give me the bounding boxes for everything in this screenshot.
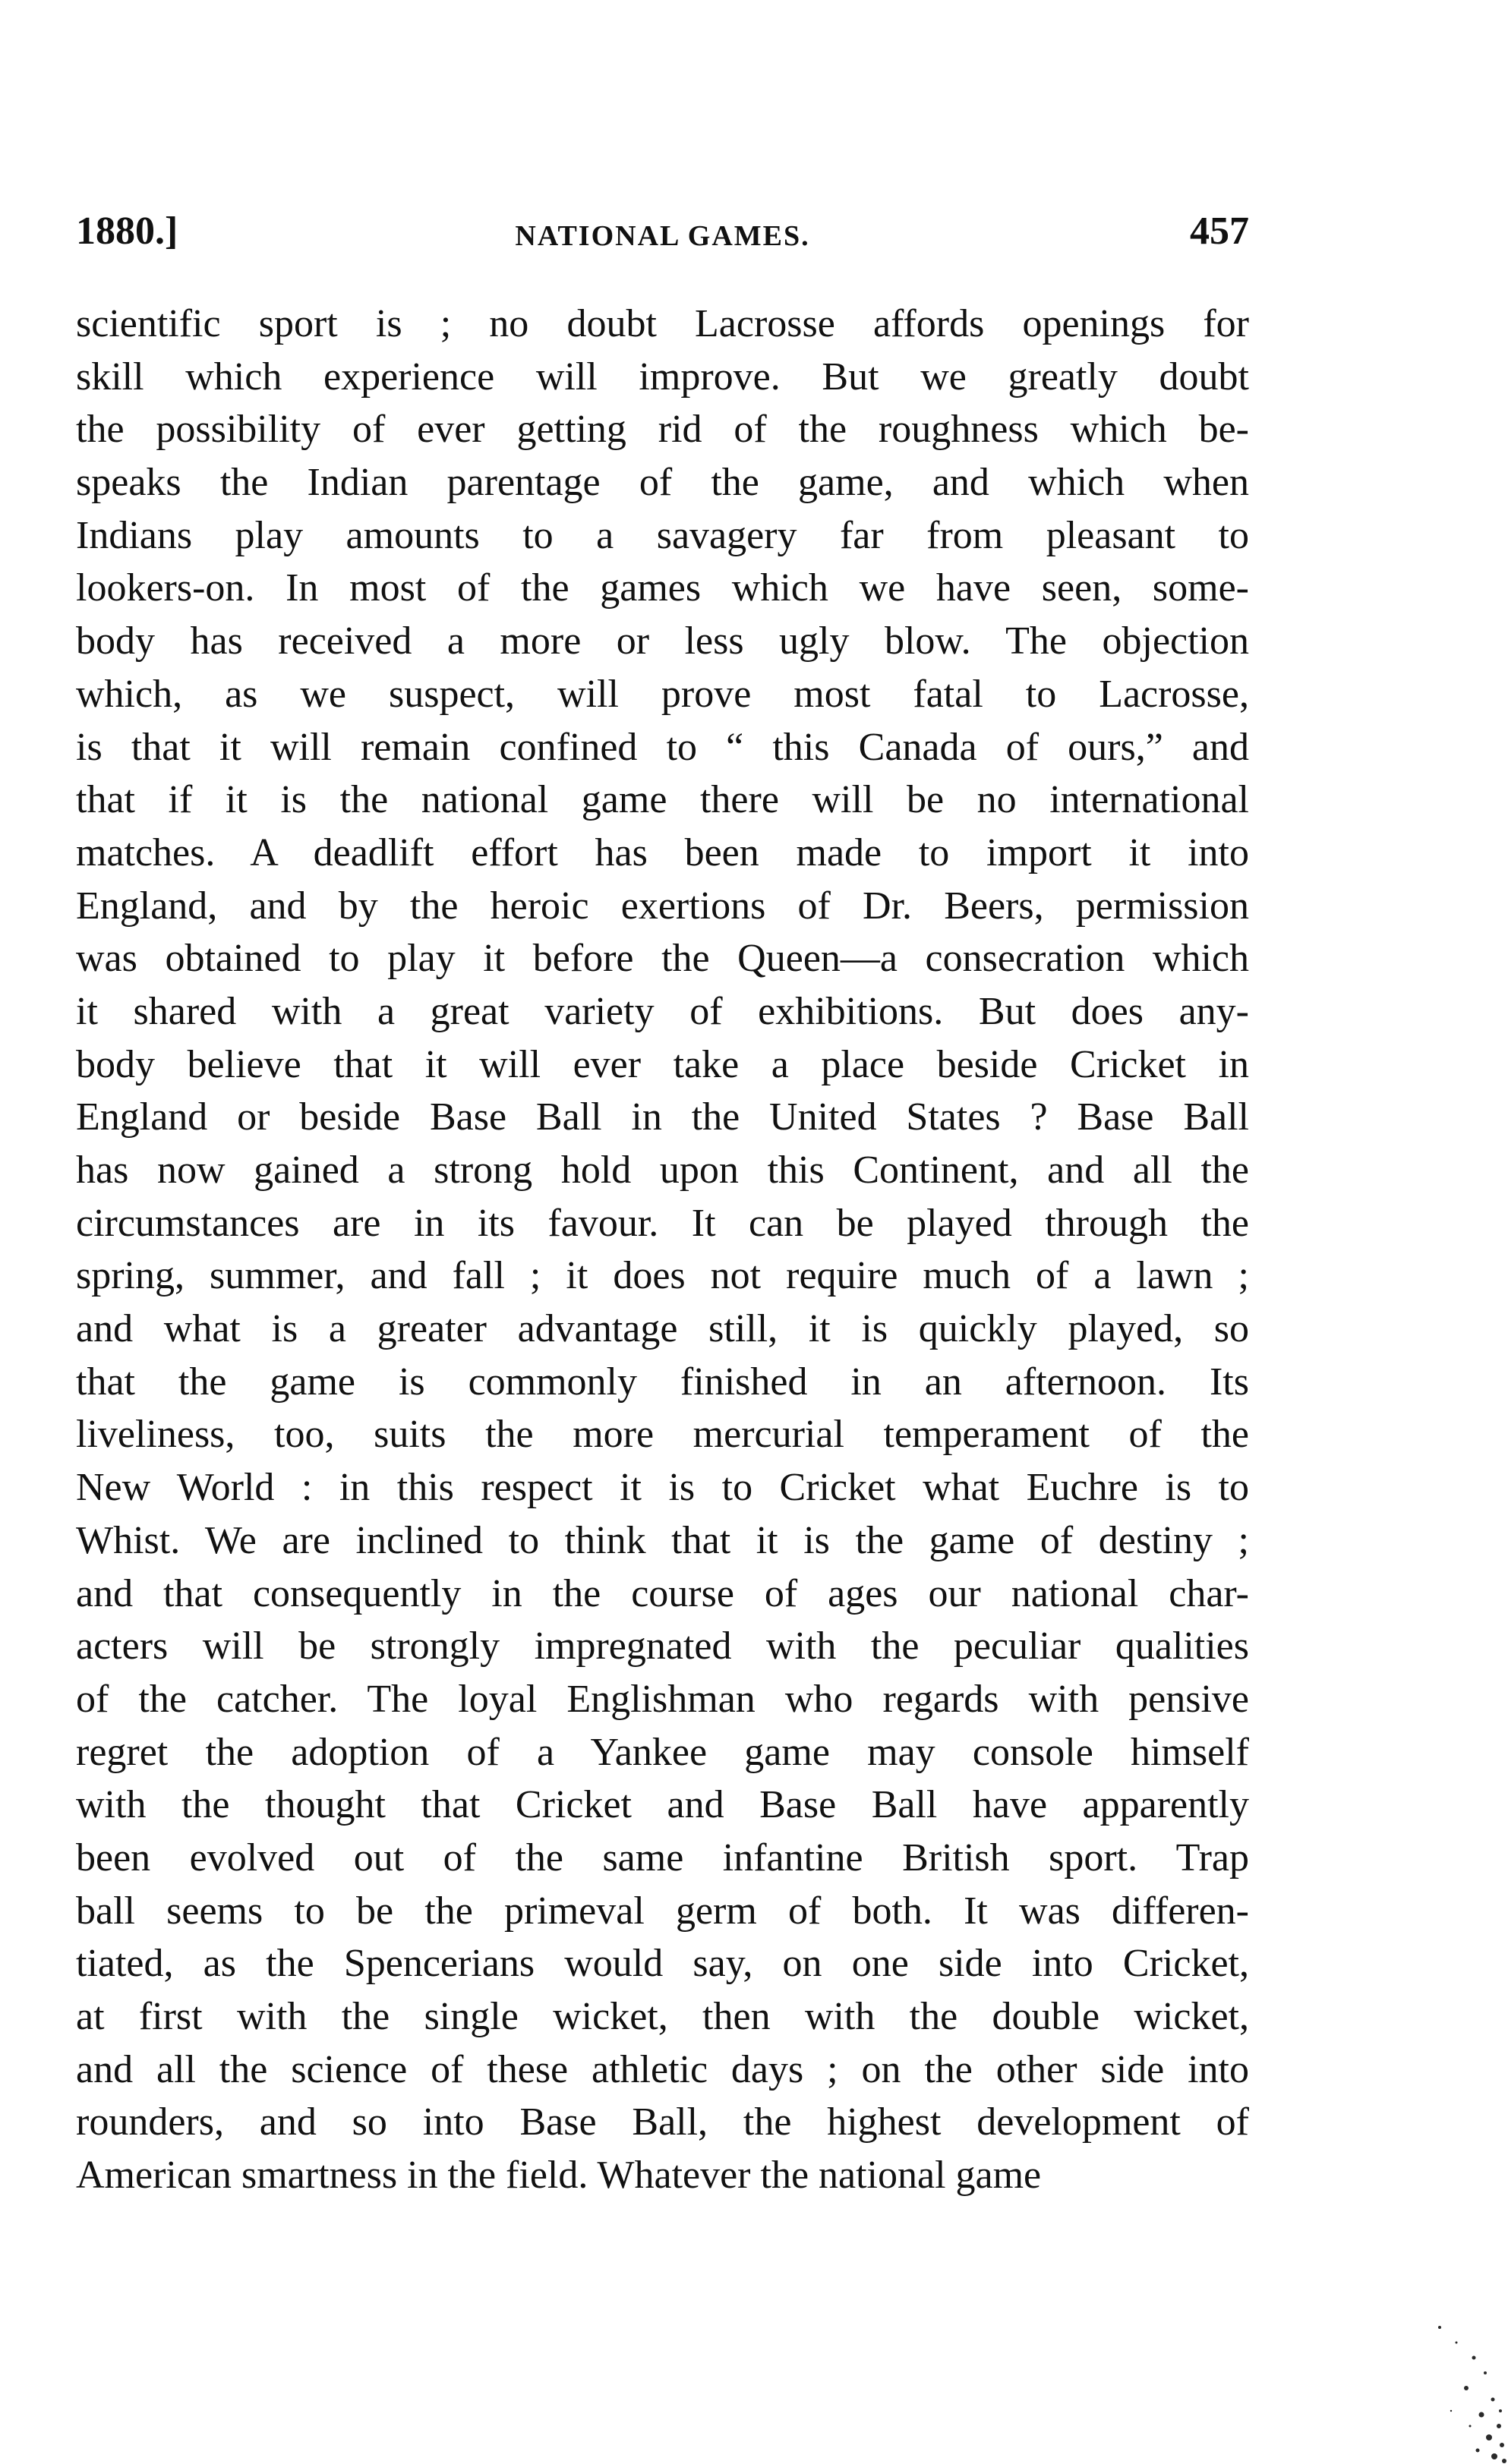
text-line: has now gained a strong hold upon this Continent, and all the bbox=[76, 1149, 1249, 1192]
running-head bbox=[76, 205, 1249, 258]
text-line: of the catcher. The loyal Englishman who regards with pensive bbox=[76, 1677, 1249, 1721]
text-line: liveliness, too, suits the more mercurial temperament of the bbox=[76, 1413, 1249, 1457]
header-title: NATIONAL GAMES. bbox=[515, 220, 810, 252]
text-line: regret the adoption of a Yankee game may console himself bbox=[76, 1730, 1249, 1774]
text-line: that the game is commonly finished in an afternoon. Its bbox=[76, 1360, 1249, 1404]
text-line: circumstances are in its favour. It can be played through the bbox=[76, 1201, 1249, 1245]
text-line: body has received a more or less ugly blow. The objection bbox=[76, 619, 1249, 663]
text-line: matches. A deadlift effort has been made to import it into bbox=[76, 830, 1249, 874]
text-line: that if it is the national game there will be no international bbox=[76, 778, 1249, 822]
text-line: the possibility of ever getting rid of the roughness which be- bbox=[76, 408, 1249, 452]
text-line: rounders, and so into Base Ball, the highest development of bbox=[76, 2100, 1249, 2144]
text-line: and all the science of these athletic days ; on the other side into bbox=[76, 2047, 1249, 2091]
text-line: lookers-on. In most of the games which we have seen, some- bbox=[76, 566, 1249, 610]
scan-noise-specks bbox=[1409, 2236, 1508, 2464]
text-line: and that consequently in the course of ages our national char- bbox=[76, 1571, 1249, 1615]
text-line: been evolved out of the same infantine British sport. Trap bbox=[76, 1835, 1249, 1880]
text-line: spring, summer, and fall ; it does not require much of a lawn ; bbox=[76, 1254, 1249, 1298]
text-line: speaks the Indian parentage of the game, and which when bbox=[76, 461, 1249, 505]
header-year: 1880.] bbox=[76, 210, 178, 253]
text-line: New World : in this respect it is to Cricket what Euchre is to bbox=[76, 1466, 1249, 1510]
text-line: England, and by the heroic exertions of Dr. Beers, permission bbox=[76, 884, 1249, 928]
body-paragraph bbox=[76, 298, 1249, 2202]
text-line: scientific sport is ; no doubt Lacrosse affords openings for bbox=[76, 302, 1249, 345]
text-line: which, as we suspect, will prove most fatal to Lacrosse, bbox=[76, 672, 1249, 716]
page-number: 457 bbox=[1190, 210, 1249, 253]
text-line: at first with the single wicket, then with the double wicket, bbox=[76, 1995, 1249, 2038]
text-line: with the thought that Cricket and Base Ball have apparently bbox=[76, 1783, 1249, 1827]
text-line: is that it will remain confined to “ this Canada of ours,” and bbox=[76, 725, 1249, 769]
text-line: England or beside Base Ball in the United States ? Base Ball bbox=[76, 1095, 1249, 1139]
text-line: body believe that it will ever take a place beside Cricket in bbox=[76, 1042, 1249, 1086]
text-line: ball seems to be the primeval germ of both. It was differen- bbox=[76, 1889, 1249, 1933]
text-line: and what is a greater advantage still, it is quickly played, so bbox=[76, 1307, 1249, 1351]
text-line: acters will be strongly impregnated with the peculiar qualities bbox=[76, 1624, 1249, 1668]
text-line: Whist. We are inclined to think that it is the game of destiny ; bbox=[76, 1518, 1249, 1562]
text-line: was obtained to play it before the Queen—a consecration which bbox=[76, 937, 1249, 981]
text-line: American smartness in the field. Whatever the national game bbox=[76, 2154, 1042, 2198]
text-line: it shared with a great variety of exhibitions. But does any- bbox=[76, 989, 1249, 1033]
text-line: Indians play amounts to a savagery far from pleasant to bbox=[76, 513, 1249, 557]
text-line: tiated, as the Spencerians would say, on one side into Cricket, bbox=[76, 1942, 1249, 1986]
text-line: skill which experience will improve. But we greatly doubt bbox=[76, 354, 1249, 399]
